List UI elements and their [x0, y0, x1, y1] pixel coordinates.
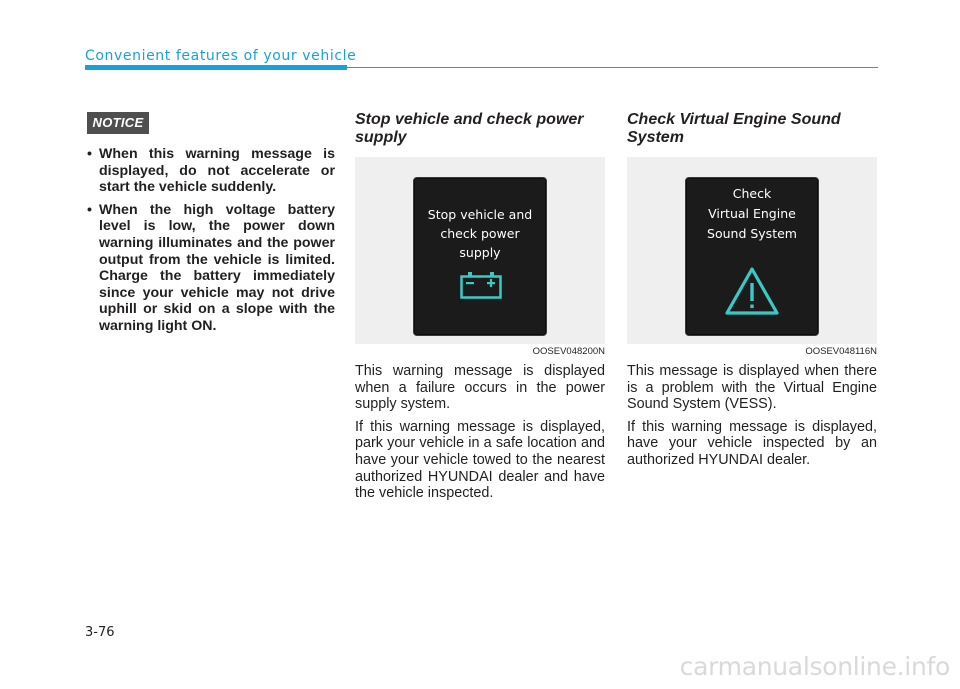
cluster-display: [413, 177, 547, 336]
display-message: [686, 184, 818, 244]
display-line: Check: [732, 186, 772, 201]
notice-list: [87, 146, 335, 341]
notice-item: • When the high voltage battery level is low, the power down warning illuminates and the power output from the vehicle is limited. Charge the battery immediately since your vehicle may not drive uphill or skid on a slope with the warning light ON.: [87, 202, 335, 335]
section-vess: [627, 111, 877, 475]
section-title: Convenient features of your vehicle: [85, 48, 357, 64]
display-message: [414, 205, 546, 262]
header-rule-thick: [85, 65, 347, 70]
notice-item: • When this warning message is displayed, do not accelerate or start the vehicle suddenly.: [87, 146, 335, 196]
body-paragraph: If this warning message is displayed, have your vehicle inspected by an authorized HYUNDAI dealer.: [627, 418, 877, 468]
section-power-supply: [355, 111, 605, 508]
section-heading: Stop vehicle and check power supply: [355, 111, 584, 146]
body-paragraph: This message is displayed when there is a problem with the Virtual Engine Sound System (VESS).: [627, 363, 877, 413]
warning-figure: [355, 157, 605, 344]
figure-code: OOSEV048200N: [532, 346, 605, 357]
display-line: supply: [459, 245, 501, 260]
body-paragraph: This warning message is displayed when a failure occurs in the power supply system.: [355, 363, 605, 413]
display-line: Stop vehicle and: [427, 207, 533, 222]
battery-icon: [460, 271, 502, 299]
section-heading: Check Virtual Engine Sound System: [627, 111, 841, 146]
display-line: check power: [440, 226, 520, 241]
display-line: Virtual Engine: [708, 206, 796, 221]
page-number: 3-76: [85, 625, 115, 640]
cluster-display: [685, 177, 819, 336]
header-rule-thin: [347, 67, 878, 68]
warning-figure: [627, 157, 877, 344]
display-line: Sound System: [707, 226, 797, 241]
body-paragraph: If this warning message is displayed, park your vehicle in a safe location and have your vehicle towed to the nearest authorized HYUNDAI dealer and have the vehicle inspected.: [355, 418, 605, 502]
watermark: carmanualsonline.info: [679, 652, 950, 681]
figure-code: OOSEV048116N: [805, 346, 877, 357]
warning-triangle-icon: [724, 266, 780, 316]
notice-badge: NOTICE: [87, 112, 149, 134]
